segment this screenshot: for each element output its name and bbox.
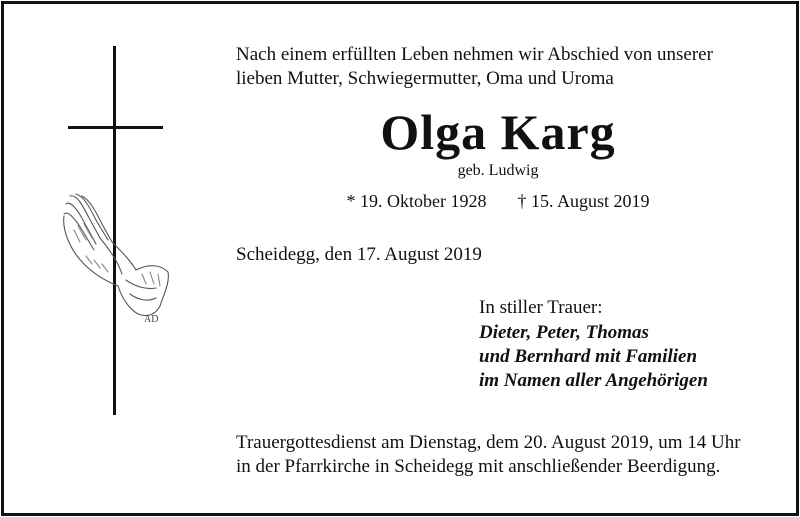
- mourner-line: Dieter, Peter, Thomas: [479, 322, 649, 343]
- death-date: 15. August 2019: [530, 191, 650, 211]
- intro-line: lieben Mutter, Schwiegermutter, Oma und Uroma: [236, 68, 614, 89]
- mourner-line: und Bernhard mit Familien: [479, 346, 698, 367]
- svg-text:AD: AD: [144, 314, 159, 325]
- grief-heading: In stiller Trauer:: [479, 297, 603, 318]
- praying-hands-icon: [56, 190, 176, 325]
- mourners-list: [479, 321, 708, 393]
- service-line: Trauergottesdienst am Dienstag, dem 20. August 2019, um 14 Uhr: [236, 432, 741, 453]
- intro-line: Nach einem erfüllten Leben nehmen wir Abschied von unserer: [236, 44, 713, 65]
- intro-text: [236, 43, 713, 91]
- service-info: [236, 431, 741, 479]
- service-line: in der Pfarrkirche in Scheidegg mit anschließender Beerdigung.: [236, 456, 721, 477]
- birth-star-icon: *: [346, 191, 356, 211]
- death-cross-icon: †: [517, 191, 527, 211]
- place-date: Scheidegg, den 17. August 2019: [236, 244, 482, 265]
- deceased-name: Olga Karg: [380, 104, 616, 160]
- mourner-line: im Namen aller Angehörigen: [479, 370, 708, 391]
- birth-date: 19. Oktober 1928: [360, 191, 487, 211]
- cross-horizontal-bar: [68, 126, 163, 129]
- maiden-name: geb. Ludwig: [457, 162, 539, 179]
- life-dates: [236, 189, 760, 213]
